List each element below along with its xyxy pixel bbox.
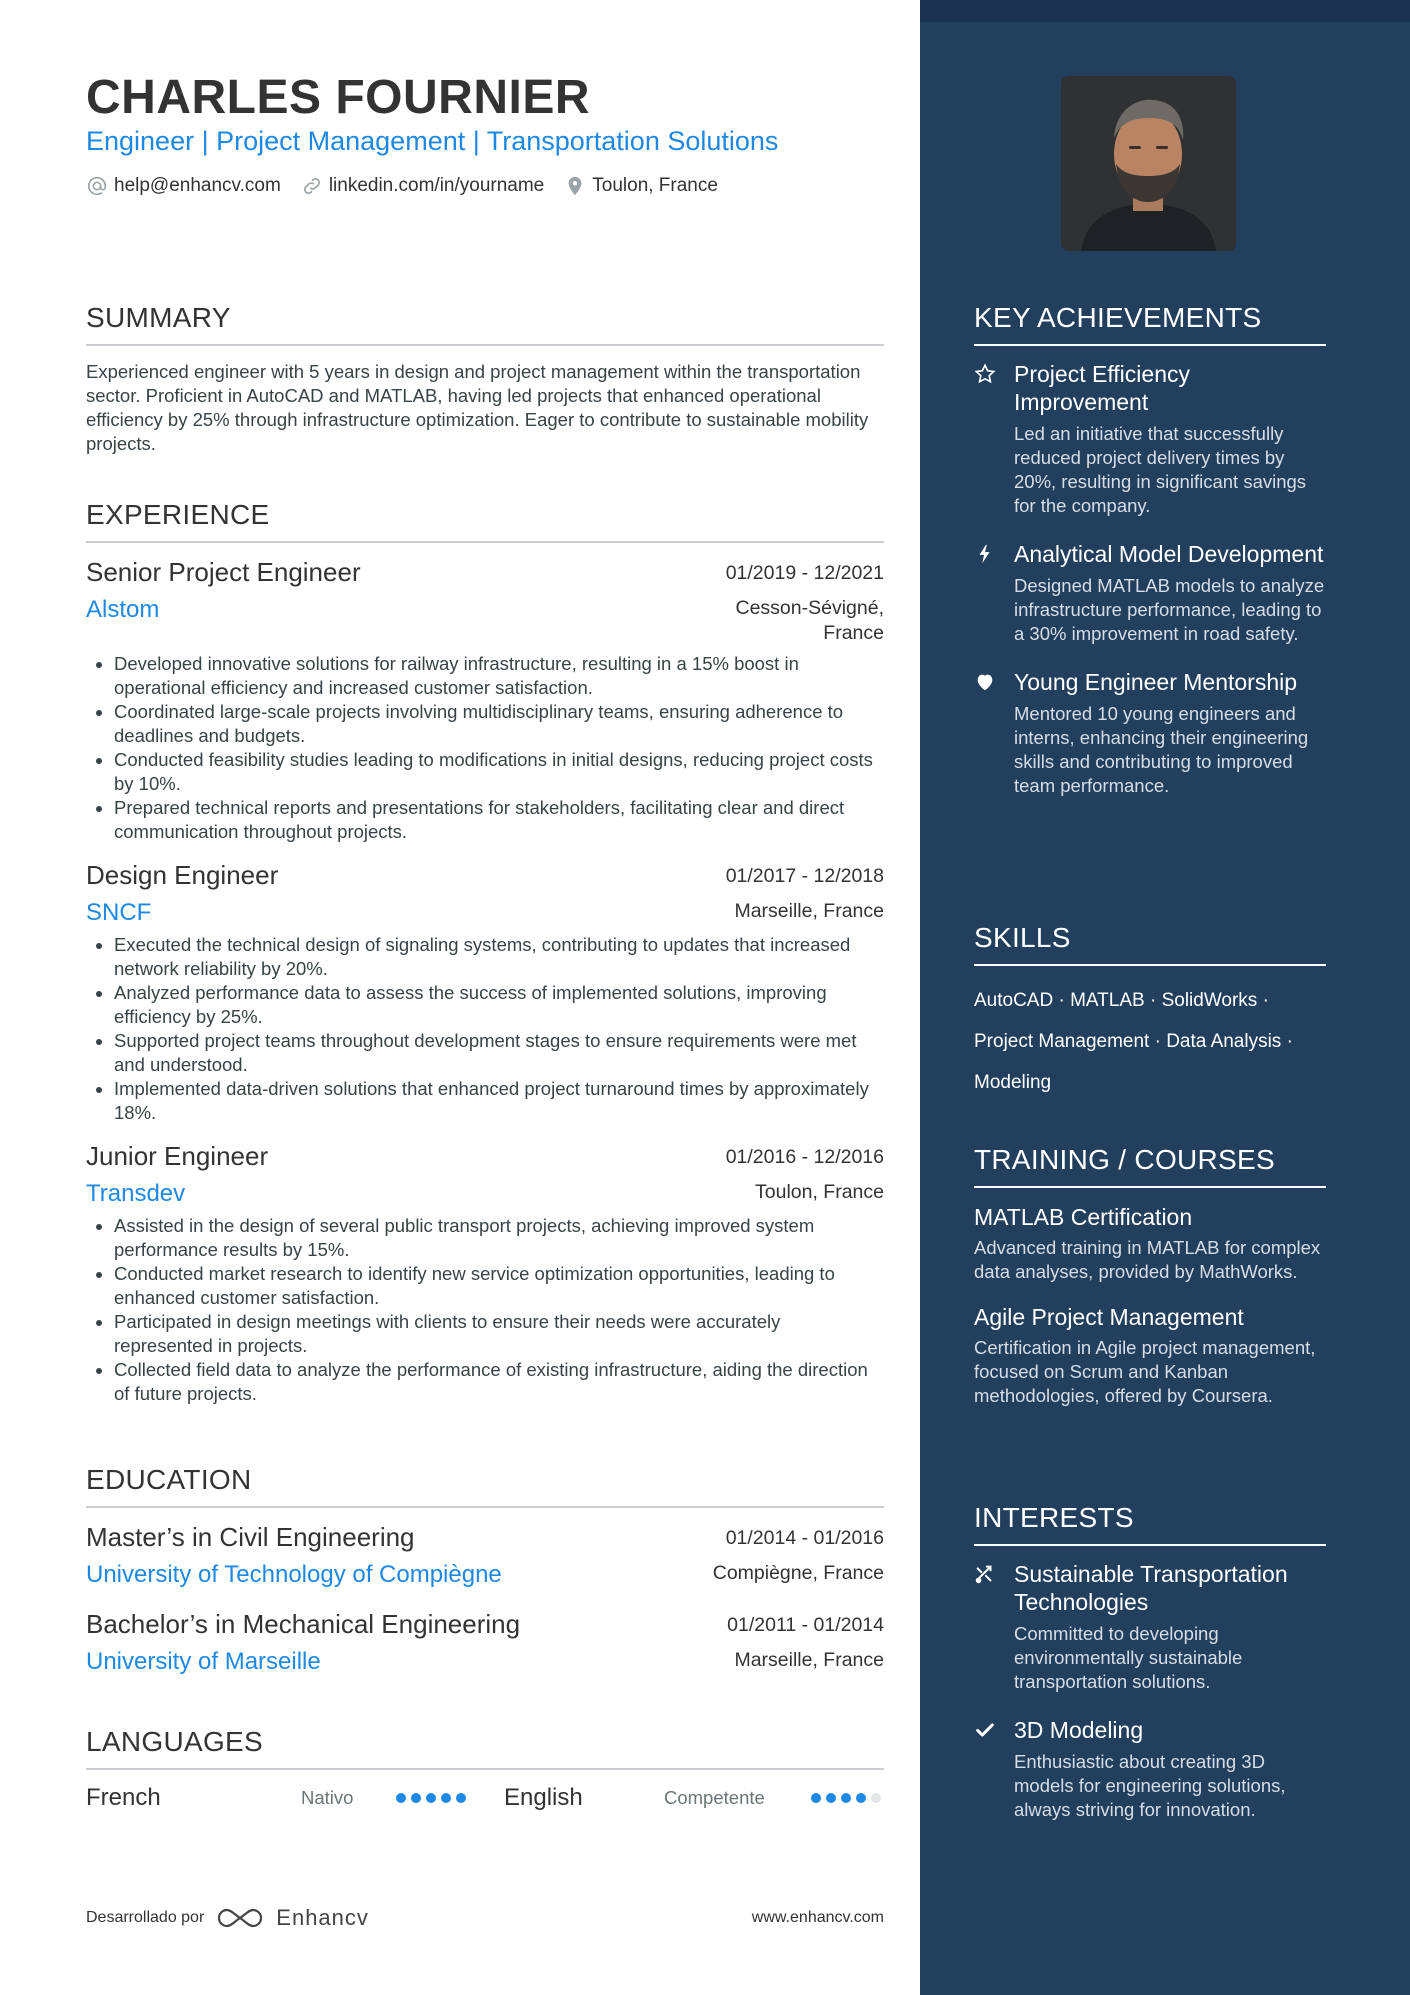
skills-line: Project Management · Data Analysis · xyxy=(974,1031,1293,1052)
linkedin-text: linkedin.com/in/yourname xyxy=(328,175,545,196)
job-dates: 01/2017 - 12/2018 xyxy=(725,865,884,887)
skills-list xyxy=(974,980,1326,1103)
rating-dot-filled xyxy=(411,1793,421,1803)
email-text: help@enhancv.com xyxy=(114,175,281,196)
bullet-item: • Participated in design meetings with clients to ensure their needs were accurately represented in projects. xyxy=(114,1310,884,1358)
degree-title: Bachelor’s in Mechanical Engineering xyxy=(86,1609,521,1639)
bullet-item: • Executed the technical design of signaling systems, contributing to updates that increased network reliability by 20%. xyxy=(114,933,884,981)
contact-location xyxy=(564,175,718,197)
interest-title: 3D Modeling xyxy=(1014,1717,1144,1743)
language-rating xyxy=(811,1793,881,1803)
achievement-item xyxy=(974,668,1326,798)
achievement-title: Young Engineer Mentorship xyxy=(1014,669,1298,695)
job-bullets xyxy=(86,1214,884,1406)
footer-brand[interactable] xyxy=(86,1905,369,1931)
job-title: Design Engineer xyxy=(86,860,279,890)
sidebar xyxy=(920,0,1410,1995)
bullet-item: • Implemented data-driven solutions that enhanced project turnaround times by approximately 18%. xyxy=(114,1077,884,1125)
training-section xyxy=(974,1144,1326,1426)
check-icon xyxy=(974,1719,996,1741)
job-company[interactable]: Alstom xyxy=(86,596,160,623)
job-entry xyxy=(86,1141,884,1406)
skills-heading: SKILLS xyxy=(974,922,1326,966)
course-item xyxy=(974,1302,1326,1408)
route-icon xyxy=(974,1563,996,1585)
job-company[interactable]: Transdev xyxy=(86,1180,186,1207)
course-title: MATLAB Certification xyxy=(974,1204,1193,1230)
languages-heading: LANGUAGES xyxy=(86,1726,884,1770)
powered-by-label: Desarrollado por xyxy=(86,1909,205,1926)
skills-line: AutoCAD · MATLAB · SolidWorks · xyxy=(974,990,1269,1011)
education-entry xyxy=(86,1609,884,1676)
contact-linkedin[interactable] xyxy=(301,175,544,197)
interest-desc: Enthusiastic about creating 3D models for engineering solutions, always striving for innovation. xyxy=(1014,1751,1286,1820)
achievement-item xyxy=(974,540,1326,646)
achievements-section xyxy=(974,302,1326,820)
summary-heading: SUMMARY xyxy=(86,302,884,346)
bullet-item: • Developed innovative solutions for railway infrastructure, resulting in a 15% boost in operational efficiency and increased customer satisfaction. xyxy=(114,652,884,700)
summary-text: Experienced engineer with 5 years in design and project management within the transportation sector. Proficient in AutoCAD and MATLAB, having led projects that enhanced operational efficiency by 25% through infrastructure optimization. Eager to contribute to sustainable mobility projects. xyxy=(86,361,869,454)
interest-desc: Committed to developing environmentally sustainable transportation solutions. xyxy=(1014,1623,1243,1692)
bullet-item: • Analyzed performance data to assess the success of implemented solutions, improving efficiency by 25%. xyxy=(114,981,884,1029)
language-name: English xyxy=(504,1784,583,1811)
education-dates: 01/2011 - 01/2014 xyxy=(727,1614,884,1636)
skills-line: Modeling xyxy=(974,1072,1052,1093)
language-name: French xyxy=(86,1784,161,1811)
job-title: Senior Project Engineer xyxy=(86,557,361,587)
candidate-tagline: Engineer | Project Management | Transportation Solutions xyxy=(86,126,779,156)
bullet-item: • Conducted market research to identify new service optimization opportunities, leading to enhanced customer satisfaction. xyxy=(114,1262,884,1310)
job-title: Junior Engineer xyxy=(86,1141,269,1171)
education-entry xyxy=(86,1522,884,1589)
languages-row xyxy=(86,1784,884,1812)
rating-dot-filled xyxy=(811,1793,821,1803)
summary-section xyxy=(86,302,884,456)
job-location: Marseille, France xyxy=(734,900,884,922)
rating-dot-empty xyxy=(871,1793,881,1803)
bullet-item: • Conducted feasibility studies leading to modifications in initial designs, reducing project costs by 10%. xyxy=(114,748,884,796)
job-location: Cesson-Sévigné, France xyxy=(735,597,884,644)
job-entry xyxy=(86,860,884,1125)
candidate-name: CHARLES FOURNIER xyxy=(86,71,591,124)
school-location: Marseille, France xyxy=(734,1649,884,1671)
bullet-item: • Collected field data to analyze the performance of existing infrastructure, aiding the direction of future projects. xyxy=(114,1358,884,1406)
bullet-item: • Prepared technical reports and presentations for stakeholders, facilitating clear and direct communication throughout projects. xyxy=(114,796,884,844)
achievement-title: Project Efficiency Improvement xyxy=(1014,361,1190,415)
rating-dot-filled xyxy=(396,1793,406,1803)
job-bullets xyxy=(86,933,884,1125)
language-level: Nativo xyxy=(301,1787,354,1808)
location-text: Toulon, France xyxy=(592,175,718,196)
sidebar-top-band xyxy=(920,0,1410,22)
footer xyxy=(86,1905,884,1931)
rating-dot-filled xyxy=(841,1793,851,1803)
star-icon xyxy=(974,363,996,385)
job-location: Toulon, France xyxy=(755,1181,884,1203)
at-icon xyxy=(86,175,108,197)
heart-icon xyxy=(974,671,996,693)
enhancv-logo-icon xyxy=(216,1906,264,1930)
course-desc: Certification in Agile project management, focused on Scrum and Kanban methodologies, offered by Coursera. xyxy=(974,1337,1316,1406)
school-location: Compiègne, France xyxy=(712,1562,884,1584)
school-name[interactable]: University of Marseille xyxy=(86,1648,321,1675)
achievements-heading: KEY ACHIEVEMENTS xyxy=(974,302,1326,346)
degree-title: Master’s in Civil Engineering xyxy=(86,1522,415,1552)
languages-section xyxy=(86,1726,884,1812)
job-entry xyxy=(86,557,884,844)
interests-heading: INTERESTS xyxy=(974,1502,1326,1546)
skills-section xyxy=(974,922,1326,1103)
achievement-desc: Mentored 10 young engineers and interns, enhancing their engineering skills and contributing to improved team performance. xyxy=(1014,703,1309,796)
rating-dot-filled xyxy=(856,1793,866,1803)
course-title: Agile Project Management xyxy=(974,1304,1244,1330)
achievement-title: Analytical Model Development xyxy=(1014,541,1324,567)
bolt-icon xyxy=(974,543,996,565)
school-name[interactable]: University of Technology of Compiègne xyxy=(86,1561,502,1588)
training-heading: TRAINING / COURSES xyxy=(974,1144,1326,1188)
course-desc: Advanced training in MATLAB for complex data analyses, provided by MathWorks. xyxy=(974,1237,1321,1282)
portrait-image xyxy=(1061,76,1236,251)
job-bullets xyxy=(86,652,884,844)
brand-name: Enhancv xyxy=(276,1905,369,1930)
link-icon xyxy=(301,175,323,197)
bullet-item: • Supported project teams throughout development stages to ensure requirements were met and understood. xyxy=(114,1029,884,1077)
interest-item xyxy=(974,1716,1326,1822)
education-dates: 01/2014 - 01/2016 xyxy=(725,1527,884,1549)
bullet-item: • Coordinated large-scale projects involving multidisciplinary teams, ensuring adherence to deadlines and budgets. xyxy=(114,700,884,748)
contact-row xyxy=(86,175,718,197)
profile-photo xyxy=(1061,76,1236,251)
interest-item xyxy=(974,1560,1326,1694)
job-dates: 01/2016 - 12/2016 xyxy=(725,1146,884,1168)
rating-dot-filled xyxy=(826,1793,836,1803)
education-heading: EDUCATION xyxy=(86,1464,884,1508)
rating-dot-filled xyxy=(456,1793,466,1803)
footer-website[interactable]: www.enhancv.com xyxy=(751,1909,884,1926)
achievement-desc: Designed MATLAB models to analyze infrastructure performance, leading to a 30% improvement in road safety. xyxy=(1014,575,1325,644)
achievement-desc: Led an initiative that successfully reduced project delivery times by 20%, resulting in significant savings for the company. xyxy=(1014,423,1307,516)
rating-dot-filled xyxy=(441,1793,451,1803)
interest-title: Sustainable Transportation Technologies xyxy=(1014,1561,1288,1615)
achievement-item xyxy=(974,360,1326,518)
experience-section xyxy=(86,499,884,1422)
language-rating xyxy=(396,1793,504,1803)
bullet-item: • Assisted in the design of several public transport projects, achieving improved system performance results by 15%. xyxy=(114,1214,884,1262)
rating-dot-filled xyxy=(426,1793,436,1803)
language-level: Competente xyxy=(664,1787,765,1808)
course-item xyxy=(974,1202,1326,1284)
job-company[interactable]: SNCF xyxy=(86,899,152,926)
interests-section xyxy=(974,1502,1326,1844)
education-section xyxy=(86,1464,884,1696)
location-pin-icon xyxy=(564,175,586,197)
job-dates: 01/2019 - 12/2021 xyxy=(725,562,884,584)
experience-heading: EXPERIENCE xyxy=(86,499,884,543)
contact-email[interactable] xyxy=(86,175,281,197)
